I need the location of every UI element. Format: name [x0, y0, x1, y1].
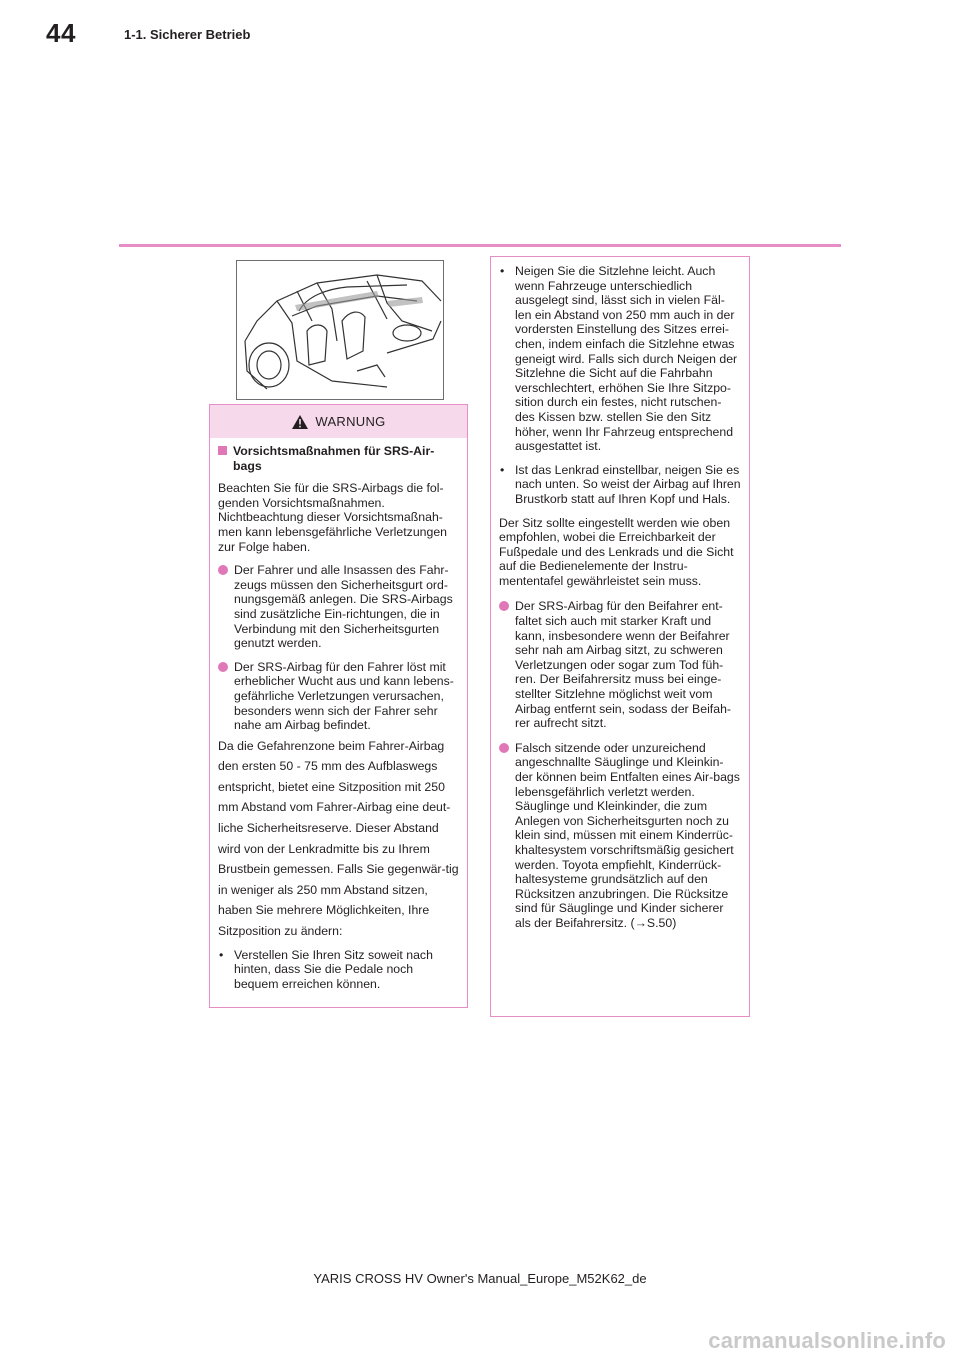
warning-intro: Beachten Sie für die SRS-Airbags die fol-genden Vorsichtsmaßnahmen. Nichtbeachtung dieser Vorsichtsmaßnah-men kann lebensgefährliche Verletzungen zur Folge haben. [218, 481, 448, 554]
warning-label: WARNUNG [315, 414, 386, 429]
circle-bullet-icon [218, 565, 228, 575]
warning-box [209, 404, 468, 1008]
list-item [218, 563, 459, 651]
circle-bullet-icon [218, 662, 228, 672]
warning-heading-text: Vorsichtsmaßnahmen für SRS-Air-bags [233, 444, 435, 473]
car-interior-airbag-illustration [236, 260, 444, 400]
small-bullet-icon: • [500, 462, 505, 477]
list-item-text: Ist das Lenkrad einstellbar, neigen Sie es nach unten. So weist der Airbag auf Ihren Brustkorb statt auf Ihren Kopf und Hals. [515, 462, 741, 506]
list-item [499, 599, 741, 730]
list-item-text: Verstellen Sie Ihren Sitz soweit nach hinten, dass Sie die Pedale noch bequem erreichen können. [234, 947, 433, 991]
seat-paragraph: Der Sitz sollte eingestellt werden wie oben empfohlen, wobei die Erreichbarkeit der Fußpedale und des Lenkrads und die Sicht auf die Bedienelemente der Instru-mententafel gewährleistet sein muss. [499, 515, 734, 588]
continued-warning-box [490, 256, 750, 1017]
square-bullet-icon [218, 446, 227, 455]
list-item-text: Neigen Sie die Sitzlehne leicht. Auch wenn Fahrzeuge unterschiedlich ausgelegt sind, lässt sich in vielen Fäl-len ein Abstand von 250 mm auch in der vordersten Einstellung des Sitzes errei-chen, indem einfach die Sitzlehne etwas geneigt wird. Falls sich durch Neigen der Sitzlehne die Sicht auf die Fahrbahn verschlechtert, erhöhen Sie Ihre Sitzpo-sition durch ein festes, nicht rutschen-des Kissen bzw. stellen Sie den Sitz höher, wenn Ihr Fahrzeug entsprechend ausgestattet ist. [515, 264, 738, 454]
footer-manual-title: YARIS CROSS HV Owner's Manual_Europe_M52K62_de [313, 1271, 647, 1286]
distance-paragraph: Da die Gefahrenzone beim Fahrer-Airbag den ersten 50 - 75 mm des Aufblaswegs entspricht, bietet eine Sitzposition mit 250 mm Abstand vom Fahrer-Airbag eine deut-liche Sicherheitsreserve. Dieser Abstand wird von der Lenkradmitte bis zu Ihrem Brustbein gemessen. Falls Sie gegenwär-tig in weniger als 250 mm Abstand sitzen, haben Sie mehrere Möglichkeiten, Ihre Sitzposition zu ändern: [218, 738, 459, 939]
warning-triangle-icon [291, 414, 309, 430]
circle-bullet-icon [499, 743, 509, 753]
header-divider [119, 244, 841, 247]
warning-header [210, 405, 467, 438]
list-item [218, 948, 459, 992]
watermark: carmanualsonline.info [708, 1328, 946, 1353]
small-bullet-icon: • [500, 264, 505, 278]
car-illustration-icon [237, 261, 443, 399]
list-item [499, 741, 741, 931]
list-item [218, 660, 459, 733]
page-number: 44 [46, 18, 76, 48]
section-title: 1-1. Sicherer Betrieb [124, 27, 251, 42]
list-item [499, 463, 741, 507]
list-item-text: Der SRS-Airbag für den Beifahrer ent-faltet sich auch mit starker Kraft und kann, insbesondere wenn der Beifahrer sehr nah am Airbag sitzt, zu schweren Verletzungen oder sogar zum Tod füh-ren. Der Beifahrersitz muss bei einge-stellter Sitzlehne möglichst weit vom Airbag entfernt sein, sodass der Beifah-rer aufrecht sitzt. [515, 599, 732, 731]
list-item [499, 264, 741, 454]
list-item-text: Der SRS-Airbag für den Fahrer löst mit erheblicher Wucht aus und kann lebens-gefährliche Verletzungen verursachen, besonders wenn sich der Fahrer sehr nahe am Airbag befindet. [234, 659, 454, 733]
list-item-text: Der Fahrer und alle Insassen des Fahr-zeugs müssen den Sicherheitsgurt ord-nungsgemäß anlegen. Die SRS-Airbags sind zusätzliche Ein-richtungen, die in Verbindung mit den Sicherheitsgurten genutzt werden. [234, 563, 453, 651]
list-item-text: Falsch sitzende oder unzureichend angeschnallte Säuglinge und Kleinkin-der können beim Entfalten eines Air-bags lebensgefährlich verletzt werden. Säuglinge und Kleinkinder, die zum Anlegen von Sicherheitsgurten noch zu klein sind, müssen mit einem Kinderrüc-khaltesystem vorschriftsmäßig gesichert werden. Toyota empfiehlt, Kinderrück-haltesysteme grundsätzlich auf den Rücksitzen anzubringen. Die Rücksitze sind für Säuglinge und Kinder sicherer als der Beifahrersitz. (→S.50) [515, 740, 740, 930]
small-bullet-icon: • [219, 947, 224, 962]
warning-heading [218, 444, 459, 473]
circle-bullet-icon [499, 601, 509, 611]
